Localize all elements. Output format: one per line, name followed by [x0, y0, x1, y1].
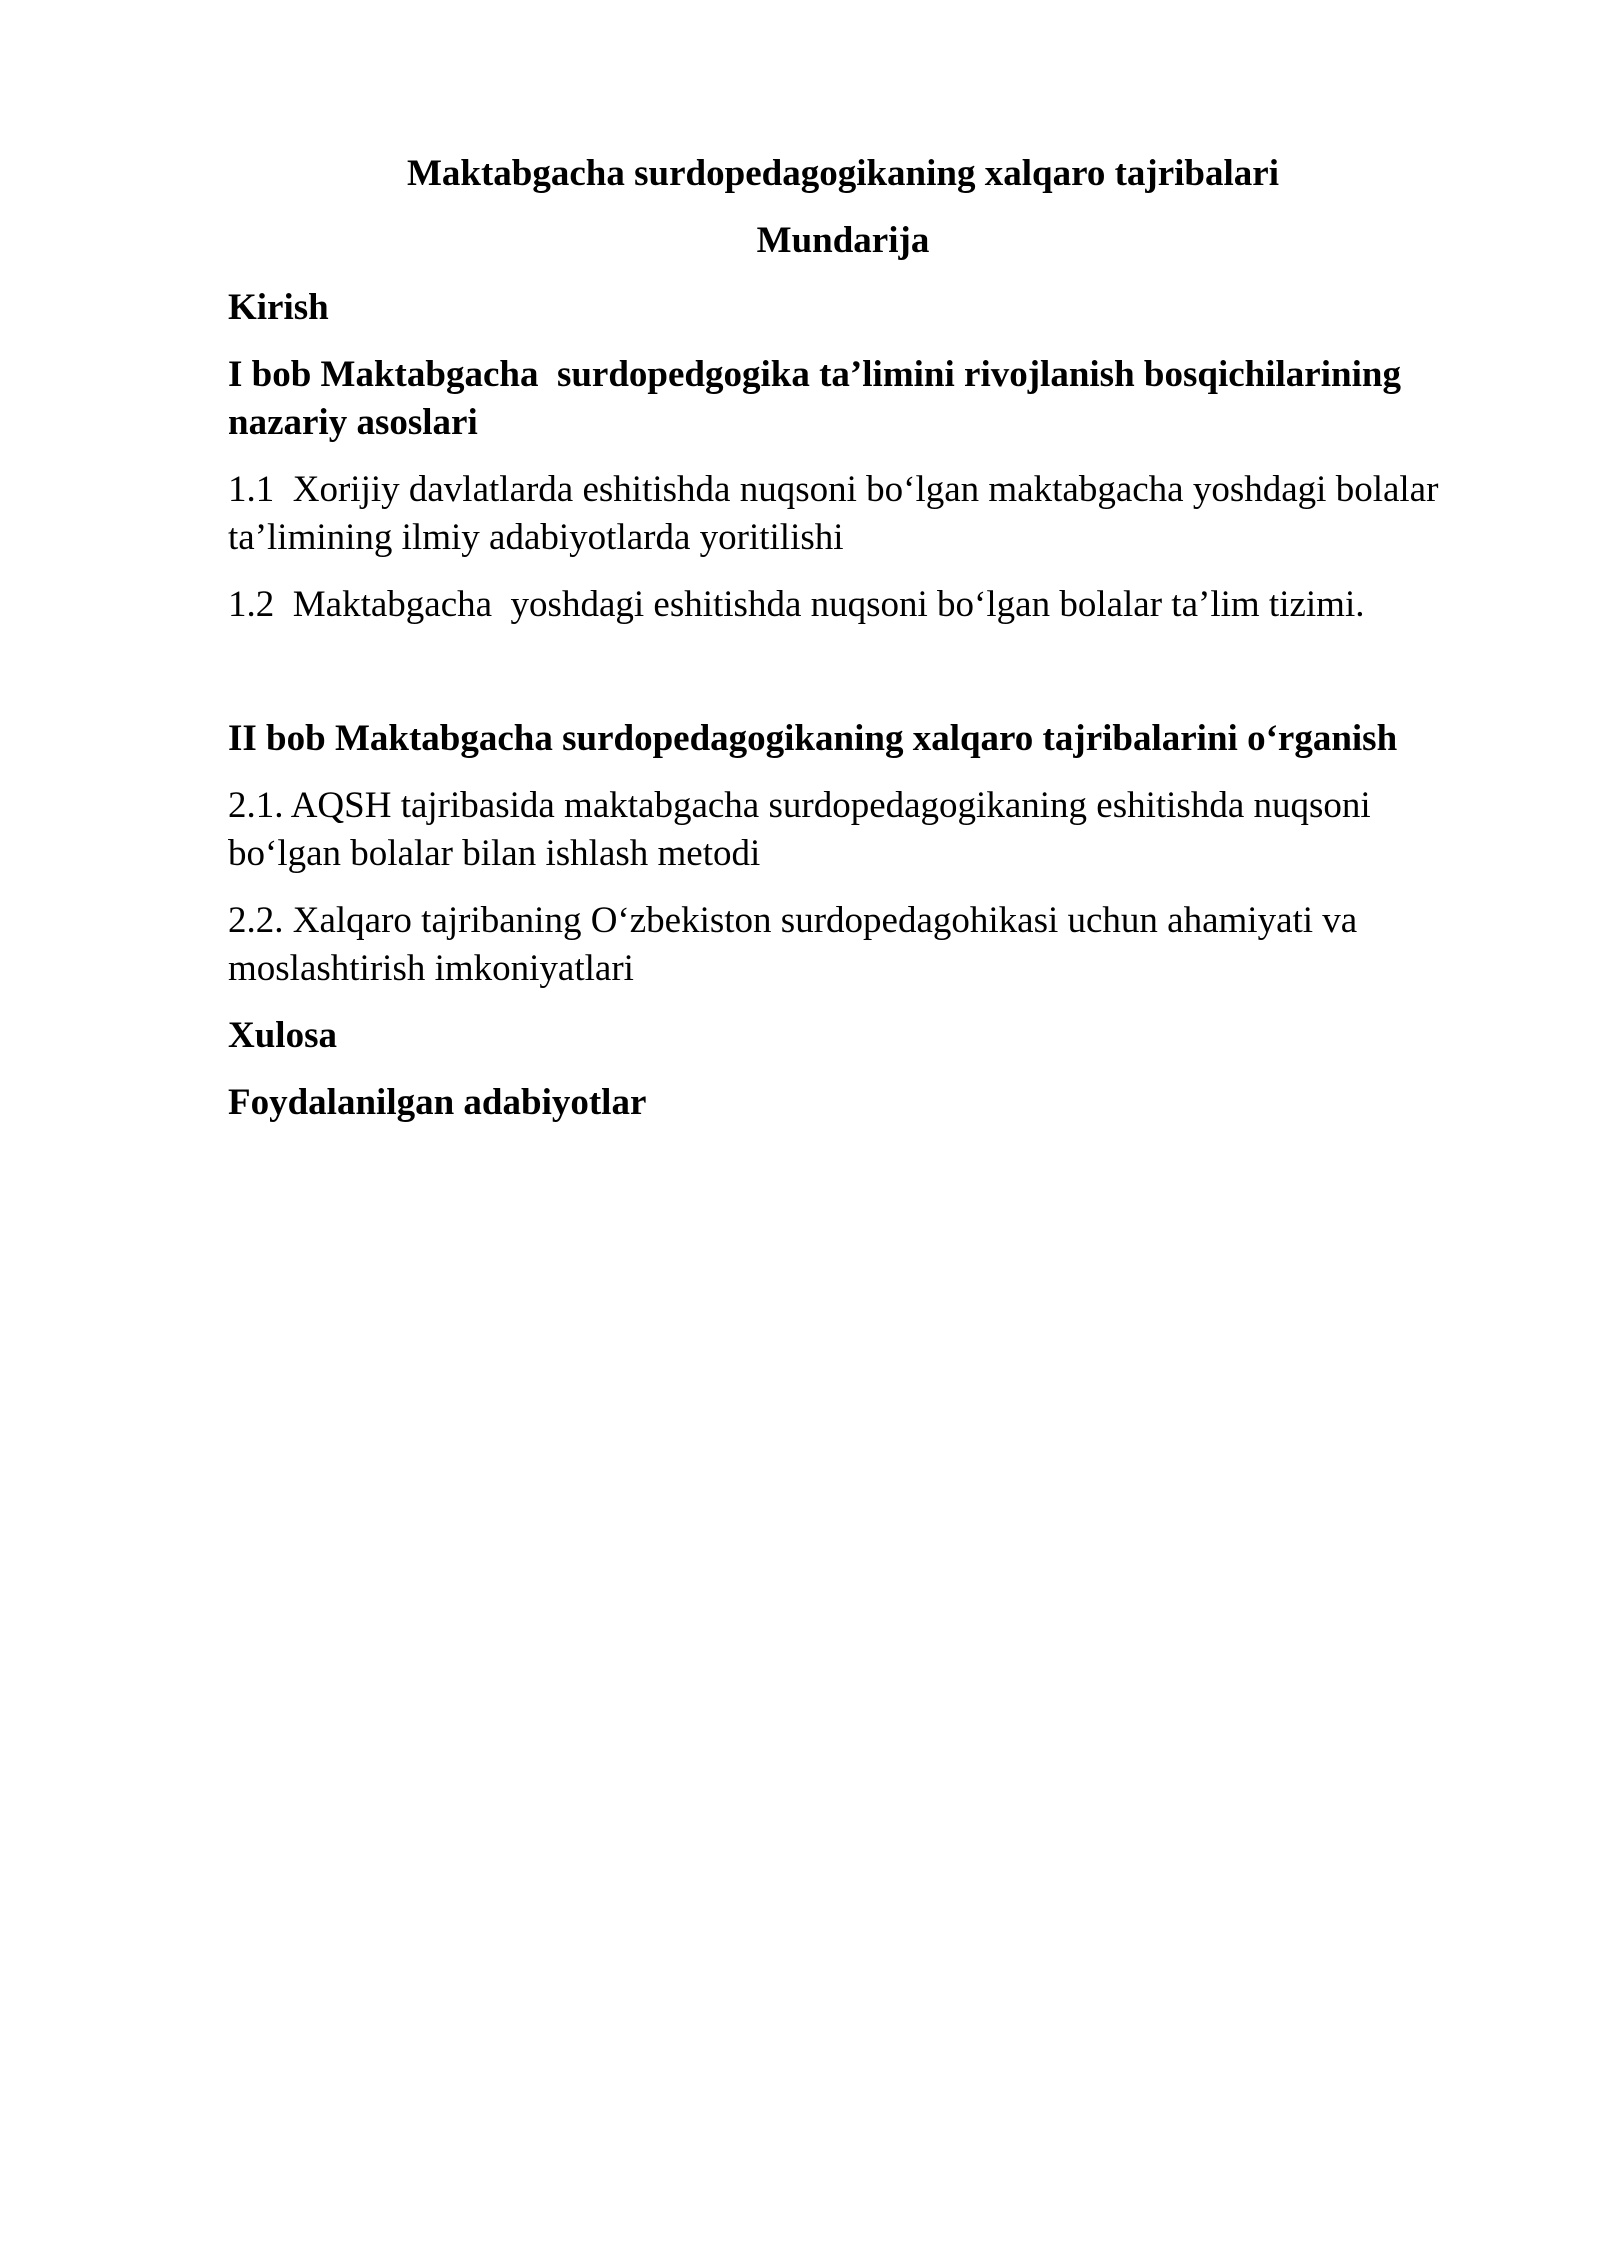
- toc-item-kirish: Kirish: [228, 287, 329, 328]
- toc-item-chapter-1: I bob Maktabgacha surdopedgogika ta’limini rivojlanish bosqichilarining nazariy asoslari: [228, 354, 1411, 443]
- toc-item-1-1: 1.1 Xorijiy davlatlarda eshitishda nuqsoni bo‘lgan maktabgacha yoshdagi bolalar ta’limining ilmiy adabiyotlarda yoritilishi: [228, 469, 1448, 558]
- toc-item-xulosa: Xulosa: [228, 1015, 337, 1056]
- toc-item-1-2: 1.2 Maktabgacha yoshdagi eshitishda nuqsoni bo‘lgan bolalar ta’lim tizimi.: [228, 584, 1365, 625]
- toc-heading: Mundarija: [756, 220, 930, 261]
- toc-item-adabiyotlar: Foydalanilgan adabiyotlar: [228, 1082, 647, 1123]
- empty-line: [228, 648, 1458, 696]
- toc-item-2-2: 2.2. Xalqaro tajribaning O‘zbekiston surdopedagohikasi uchun ahamiyati va moslashtirish imkoniyatlari: [228, 900, 1367, 989]
- document-title: Maktabgacha surdopedagogikaning xalqaro tajribalari: [406, 153, 1279, 194]
- toc-item-chapter-2: II bob Maktabgacha surdopedagogikaning xalqaro tajribalarini o‘rganish: [228, 718, 1398, 759]
- toc-item-2-1: 2.1. AQSH tajribasida maktabgacha surdopedagogikaning eshitishda nuqsoni bo‘lgan bolalar bilan ishlash metodi: [228, 785, 1380, 874]
